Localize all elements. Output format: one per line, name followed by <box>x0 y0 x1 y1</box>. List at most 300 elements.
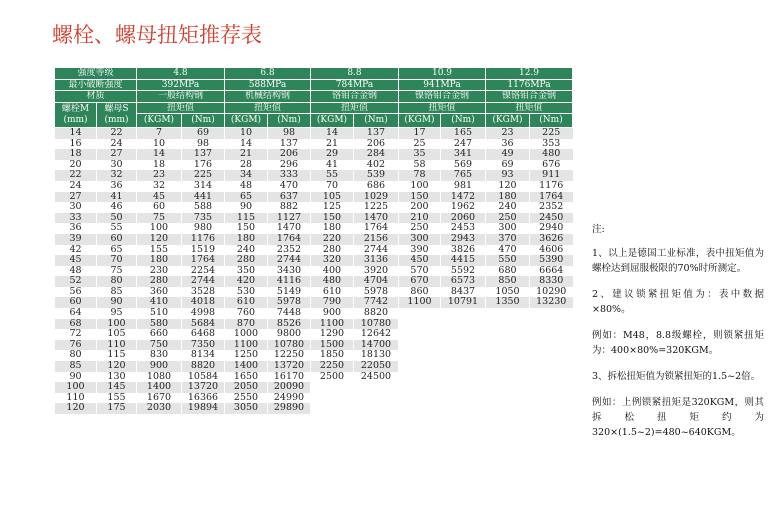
table-cell: 200 <box>399 202 441 213</box>
table-cell: 210 <box>399 213 441 224</box>
table-cell: 32 <box>97 170 137 181</box>
table-cell: 860 <box>399 287 441 298</box>
table-cell: 588 <box>182 202 225 213</box>
table-cell: 85 <box>97 287 137 298</box>
table-cell: 7448 <box>268 308 311 319</box>
table-cell: 19894 <box>182 403 225 414</box>
table-cell: 400 <box>311 266 354 277</box>
table-cell: 300 <box>399 234 441 245</box>
grade-cell: 12.9 <box>486 68 573 80</box>
table-cell: 120 <box>486 181 530 192</box>
table-cell: 830 <box>137 350 182 361</box>
bolt-unit: (mm) <box>63 114 88 125</box>
table-cell: 6468 <box>182 329 225 340</box>
bolt-label: 螺栓M <box>61 103 90 114</box>
table-cell: 4998 <box>182 308 225 319</box>
table-cell: 610 <box>225 297 268 308</box>
table-row <box>55 181 573 192</box>
table-cell: 570 <box>399 266 441 277</box>
grade-cell: 8.8 <box>311 68 399 80</box>
table-cell: 25 <box>399 139 441 150</box>
table-cell: 14 <box>137 149 182 160</box>
nut-label: 螺母S <box>104 103 129 114</box>
table-cell: 247 <box>441 139 486 150</box>
table-body <box>55 127 573 414</box>
table-cell: 225 <box>182 170 225 181</box>
table-cell: 20 <box>55 160 97 171</box>
note-item: 例如：M48，8.8级螺栓，则锁紧扭矩为：400×80%=320KGM。 <box>592 330 764 356</box>
table-cell: 1962 <box>441 202 486 213</box>
table-cell: 341 <box>441 149 486 160</box>
table-cell: 48 <box>225 181 268 192</box>
torque-header: 扭矩值 <box>137 102 225 114</box>
table-cell: 98 <box>268 127 311 138</box>
table-cell: 637 <box>268 192 311 203</box>
table-row <box>55 160 573 171</box>
table-cell: 2940 <box>530 223 573 234</box>
table-cell <box>399 340 441 351</box>
table-cell <box>486 403 530 414</box>
table-cell: 120 <box>55 403 97 414</box>
table-cell: 1650 <box>225 372 268 383</box>
table-cell: 125 <box>311 202 354 213</box>
table-cell: 3528 <box>182 287 225 298</box>
table-cell: 900 <box>311 308 354 319</box>
table-cell: 85 <box>55 361 97 372</box>
table-cell: 180 <box>486 192 530 203</box>
table-cell: 1764 <box>530 192 573 203</box>
note-item: 1、以上是德国工业标准，表中扭矩值为螺栓达到屈服极限的70%时所测定。 <box>592 248 764 274</box>
table-cell: 16366 <box>182 393 225 404</box>
table-cell: 9800 <box>268 329 311 340</box>
table-cell <box>441 308 486 319</box>
table-cell: 296 <box>268 160 311 171</box>
bolt-header <box>55 102 97 127</box>
table-cell: 110 <box>97 340 137 351</box>
table-cell: 60 <box>97 234 137 245</box>
table-cell: 10584 <box>182 372 225 383</box>
material-cell: 镍铬钼合金钢 <box>486 91 573 103</box>
table-cell: 206 <box>268 149 311 160</box>
table-cell: 176 <box>182 160 225 171</box>
table-cell: 333 <box>268 170 311 181</box>
table-cell: 2943 <box>441 234 486 245</box>
table-cell <box>530 308 573 319</box>
table-cell: 110 <box>55 393 97 404</box>
table-cell: 580 <box>137 319 182 330</box>
table-cell: 470 <box>268 181 311 192</box>
table-cell: 2450 <box>530 213 573 224</box>
table-cell: 206 <box>354 139 399 150</box>
table-cell: 75 <box>137 213 182 224</box>
table-cell: 36 <box>97 181 137 192</box>
table-cell: 1400 <box>137 382 182 393</box>
table-cell: 55 <box>97 223 137 234</box>
torque-table <box>54 67 573 414</box>
table-cell: 137 <box>354 127 399 138</box>
strength-cell: 784MPa <box>311 79 399 91</box>
table-cell: 45 <box>137 192 182 203</box>
note-item: 例如：上例锁紧扭矩是320KGM，则其拆松扭矩约为320×(1.5~2)=480~640KGM。 <box>592 397 764 438</box>
table-cell <box>441 403 486 414</box>
table-cell: 155 <box>137 245 182 256</box>
table-cell: 2500 <box>311 372 354 383</box>
torque-header: 扭矩值 <box>225 102 311 114</box>
table-cell: 16170 <box>268 372 311 383</box>
strength-cell: 941MPa <box>399 79 486 91</box>
table-cell <box>486 382 530 393</box>
table-cell: 8330 <box>530 276 573 287</box>
table-cell: 18 <box>137 160 182 171</box>
table-cell: 3826 <box>441 245 486 256</box>
table-cell: 180 <box>225 234 268 245</box>
table-cell: 911 <box>530 170 573 181</box>
table-cell: 280 <box>311 245 354 256</box>
table-cell: 70 <box>97 255 137 266</box>
table-cell <box>441 361 486 372</box>
table-cell: 137 <box>268 139 311 150</box>
table-row <box>55 149 573 160</box>
table-cell: 93 <box>486 170 530 181</box>
table-cell: 30 <box>97 160 137 171</box>
unit-nm: (Nm) <box>354 114 399 128</box>
grade-header: 强度等级 <box>55 68 137 80</box>
strength-cell: 392MPa <box>137 79 225 91</box>
table-cell: 20090 <box>268 382 311 393</box>
table-cell: 150 <box>399 192 441 203</box>
table-cell: 2050 <box>225 382 268 393</box>
torque-header: 扭矩值 <box>486 102 573 114</box>
table-cell: 3050 <box>225 403 268 414</box>
table-cell <box>530 382 573 393</box>
table-cell: 2744 <box>182 276 225 287</box>
table-cell <box>441 329 486 340</box>
table-cell: 5978 <box>354 287 399 298</box>
table-cell <box>399 319 441 330</box>
table-cell: 29 <box>311 149 354 160</box>
table-row <box>55 319 573 330</box>
table-row <box>55 287 573 298</box>
table-cell: 90 <box>225 202 268 213</box>
table-cell: 35 <box>399 149 441 160</box>
table-cell <box>399 308 441 319</box>
table-cell <box>486 350 530 361</box>
table-cell: 6573 <box>441 276 486 287</box>
table-cell: 1176 <box>182 234 225 245</box>
table-cell: 16 <box>55 139 97 150</box>
table-cell <box>530 350 573 361</box>
table-cell: 1029 <box>354 192 399 203</box>
table-cell: 49 <box>486 149 530 160</box>
table-cell: 686 <box>354 181 399 192</box>
table-cell: 470 <box>486 245 530 256</box>
table-cell: 21 <box>311 139 354 150</box>
table-cell: 10780 <box>354 319 399 330</box>
table-cell: 1500 <box>311 340 354 351</box>
table-cell <box>486 393 530 404</box>
table-cell: 790 <box>311 297 354 308</box>
table-cell: 480 <box>530 149 573 160</box>
material-row <box>55 91 573 103</box>
table-cell: 24990 <box>268 393 311 404</box>
table-cell: 50 <box>97 213 137 224</box>
table-row <box>55 234 573 245</box>
table-cell: 2352 <box>530 202 573 213</box>
table-cell: 36 <box>486 139 530 150</box>
table-cell: 314 <box>182 181 225 192</box>
table-cell: 5978 <box>268 297 311 308</box>
table-cell: 34 <box>225 170 268 181</box>
table-cell: 3430 <box>268 266 311 277</box>
table-cell: 1470 <box>354 213 399 224</box>
table-cell: 80 <box>97 276 137 287</box>
table-row <box>55 192 573 203</box>
table-cell: 13720 <box>182 382 225 393</box>
table-cell: 230 <box>137 266 182 277</box>
table-cell: 2060 <box>441 213 486 224</box>
table-cell: 765 <box>441 170 486 181</box>
table-cell: 14 <box>225 139 268 150</box>
table-cell: 115 <box>225 213 268 224</box>
table-cell: 3920 <box>354 266 399 277</box>
table-cell <box>441 382 486 393</box>
notes-panel <box>592 222 764 451</box>
table-cell: 6664 <box>530 266 573 277</box>
table-cell: 3626 <box>530 234 573 245</box>
table-cell: 1400 <box>225 361 268 372</box>
table-cell: 680 <box>486 266 530 277</box>
table-cell: 145 <box>97 382 137 393</box>
table-row <box>55 382 573 393</box>
table-cell: 8437 <box>441 287 486 298</box>
table-cell: 1764 <box>354 223 399 234</box>
table-cell: 4606 <box>530 245 573 256</box>
table-cell: 750 <box>137 340 182 351</box>
table-cell: 150 <box>225 223 268 234</box>
table-cell: 2550 <box>225 393 268 404</box>
table-cell: 280 <box>137 276 182 287</box>
table-cell: 10290 <box>530 287 573 298</box>
table-cell: 3136 <box>354 255 399 266</box>
table-cell: 390 <box>399 245 441 256</box>
grade-row <box>55 68 573 80</box>
table-cell <box>399 403 441 414</box>
table-cell <box>354 403 399 414</box>
table-cell: 4415 <box>441 255 486 266</box>
table-cell <box>399 329 441 340</box>
table-cell: 46 <box>97 202 137 213</box>
nut-unit: (mm) <box>104 114 129 125</box>
table-cell: 410 <box>137 297 182 308</box>
table-cell: 240 <box>486 202 530 213</box>
table-cell <box>399 350 441 361</box>
table-cell: 150 <box>311 213 354 224</box>
table-cell: 105 <box>97 329 137 340</box>
table-cell: 882 <box>268 202 311 213</box>
table-cell: 60 <box>55 297 97 308</box>
table-cell: 17 <box>399 127 441 138</box>
table-cell: 5149 <box>268 287 311 298</box>
table-cell: 23 <box>486 127 530 138</box>
table-cell: 45 <box>55 255 97 266</box>
table-cell <box>486 361 530 372</box>
table-cell: 900 <box>137 361 182 372</box>
table-cell <box>311 382 354 393</box>
table-cell: 78 <box>399 170 441 181</box>
strength-cell: 1176MPa <box>486 79 573 91</box>
table-cell: 850 <box>486 276 530 287</box>
table-cell <box>399 372 441 383</box>
table-cell: 14700 <box>354 340 399 351</box>
table-row <box>55 139 573 150</box>
table-cell: 30 <box>55 202 97 213</box>
table-row <box>55 340 573 351</box>
table-cell: 4116 <box>268 276 311 287</box>
table-cell: 137 <box>182 149 225 160</box>
table-cell: 550 <box>486 255 530 266</box>
table-cell: 284 <box>354 149 399 160</box>
table-cell: 24 <box>97 139 137 150</box>
table-cell <box>399 393 441 404</box>
table-cell: 69 <box>182 127 225 138</box>
table-cell: 676 <box>530 160 573 171</box>
table-cell: 225 <box>530 127 573 138</box>
table-cell <box>530 403 573 414</box>
table-cell: 18130 <box>354 350 399 361</box>
table-cell: 1850 <box>311 350 354 361</box>
table-cell: 510 <box>137 308 182 319</box>
table-cell: 100 <box>137 223 182 234</box>
table-cell: 24500 <box>354 372 399 383</box>
table-cell: 21 <box>225 149 268 160</box>
table-cell: 7 <box>137 127 182 138</box>
table-cell: 120 <box>137 234 182 245</box>
table-row <box>55 297 573 308</box>
table-cell: 22 <box>55 170 97 181</box>
table-cell: 2453 <box>441 223 486 234</box>
table-cell: 41 <box>311 160 354 171</box>
table-row <box>55 329 573 340</box>
unit-kgm: (KGM) <box>311 114 354 128</box>
table-cell: 41 <box>97 192 137 203</box>
table-cell: 980 <box>182 223 225 234</box>
table-cell: 72 <box>55 329 97 340</box>
table-cell: 18 <box>55 149 97 160</box>
table-row <box>55 213 573 224</box>
table-cell: 360 <box>137 287 182 298</box>
table-cell: 27 <box>97 149 137 160</box>
table-cell: 98 <box>182 139 225 150</box>
table-cell: 530 <box>225 287 268 298</box>
table-cell: 64 <box>55 308 97 319</box>
table-cell: 13720 <box>268 361 311 372</box>
table-row <box>55 350 573 361</box>
table-cell: 5684 <box>182 319 225 330</box>
table-cell <box>311 403 354 414</box>
table-row <box>55 308 573 319</box>
table-cell: 60 <box>137 202 182 213</box>
table-row <box>55 170 573 181</box>
table-cell: 58 <box>399 160 441 171</box>
table-cell: 370 <box>486 234 530 245</box>
table-cell: 670 <box>399 276 441 287</box>
table-cell: 450 <box>399 255 441 266</box>
table-cell: 52 <box>55 276 97 287</box>
table-row <box>55 223 573 234</box>
table-cell: 1764 <box>182 255 225 266</box>
material-cell: 铬钼合金钢 <box>311 91 399 103</box>
note-item: 2、建议锁紧扭矩值为：表中数据×80%。 <box>592 289 764 315</box>
table-cell <box>399 382 441 393</box>
grade-cell: 10.9 <box>399 68 486 80</box>
table-cell: 180 <box>311 223 354 234</box>
table-cell: 1290 <box>311 329 354 340</box>
table-cell: 760 <box>225 308 268 319</box>
table-cell: 180 <box>137 255 182 266</box>
table-cell: 105 <box>311 192 354 203</box>
table-cell: 12250 <box>268 350 311 361</box>
table-cell <box>486 308 530 319</box>
unit-kgm: (KGM) <box>225 114 268 128</box>
table-cell: 120 <box>97 361 137 372</box>
table-cell: 4704 <box>354 276 399 287</box>
table-row <box>55 245 573 256</box>
table-cell <box>354 382 399 393</box>
table-cell <box>354 393 399 404</box>
grade-cell: 6.8 <box>225 68 311 80</box>
material-cell: 一般结构钢 <box>137 91 225 103</box>
table-cell: 8820 <box>354 308 399 319</box>
table-cell: 250 <box>486 213 530 224</box>
table-cell: 2254 <box>182 266 225 277</box>
table-cell: 350 <box>225 266 268 277</box>
table-cell: 22050 <box>354 361 399 372</box>
table-cell <box>486 372 530 383</box>
table-cell: 240 <box>225 245 268 256</box>
table-cell: 65 <box>225 192 268 203</box>
table-cell: 175 <box>97 403 137 414</box>
table-cell: 90 <box>55 372 97 383</box>
table-cell: 10791 <box>441 297 486 308</box>
material-header: 材质 <box>55 91 137 103</box>
table-cell: 1350 <box>486 297 530 308</box>
table-cell: 220 <box>311 234 354 245</box>
strength-row <box>55 79 573 91</box>
table-cell: 24 <box>55 181 97 192</box>
table-cell: 2250 <box>311 361 354 372</box>
table-cell: 33 <box>55 213 97 224</box>
table-cell: 2156 <box>354 234 399 245</box>
table-cell: 735 <box>182 213 225 224</box>
torque-label-row <box>55 102 573 114</box>
page-title: 螺栓、螺母扭矩推荐表 <box>52 23 262 47</box>
table-cell: 29890 <box>268 403 311 414</box>
table-cell <box>530 393 573 404</box>
table-row <box>55 276 573 287</box>
unit-nm: (Nm) <box>268 114 311 128</box>
table-cell: 8526 <box>268 319 311 330</box>
table-cell: 870 <box>225 319 268 330</box>
table-cell: 539 <box>354 170 399 181</box>
table-cell: 75 <box>97 266 137 277</box>
table-cell <box>311 393 354 404</box>
table-cell: 76 <box>55 340 97 351</box>
table-cell: 130 <box>97 372 137 383</box>
table-cell: 13230 <box>530 297 573 308</box>
notes-heading: 注: <box>592 224 605 235</box>
table-row <box>55 202 573 213</box>
table-cell <box>530 372 573 383</box>
